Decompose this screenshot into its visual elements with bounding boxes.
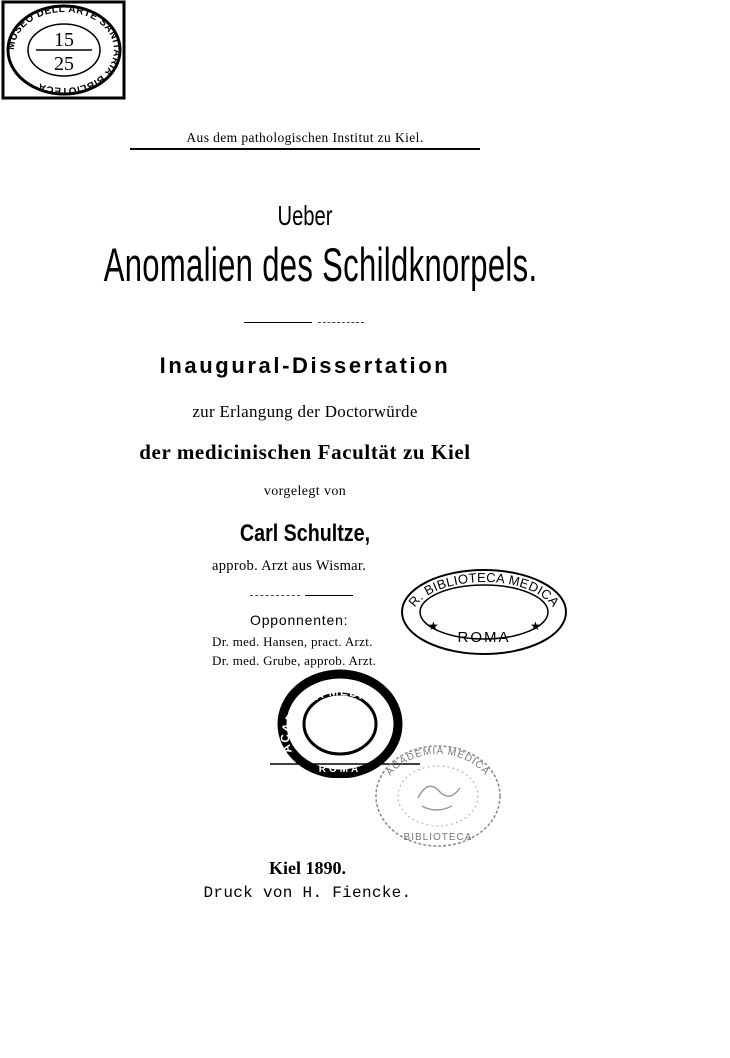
faculty-line: der medicinischen Facultät zu Kiel	[139, 440, 471, 464]
printer-line: Druck von H. Fiencke.	[203, 884, 412, 902]
star-icon: ★	[530, 619, 541, 633]
institute-text: Aus dem pathologischen Institut zu Kiel.	[186, 130, 424, 145]
stamp-ring-text: R. BIBLIOTECA MEDICA	[405, 569, 563, 610]
stamp-number-top: 15	[54, 29, 74, 51]
author-role: approb. Arzt aus Wismar.	[212, 558, 367, 574]
stamp-ring-text: ACADEMIA MEDICA	[384, 745, 492, 778]
opponents-heading: Opponnenten:	[250, 612, 349, 628]
stamp-city: ROMA	[457, 629, 511, 646]
divider	[318, 322, 364, 323]
opponent-item: Dr. med. Grube, approb. Arzt.	[212, 653, 377, 668]
header-rule	[130, 148, 480, 150]
svg-text:ACADEMIA MEDICA	[384, 746, 492, 778]
stamp-ring-text: ACADEMIA MEDICA	[278, 684, 386, 756]
dissertation-heading: Inaugural-Dissertation	[159, 353, 451, 378]
institute-header	[130, 130, 480, 150]
stamp-bottom-text: ROMA	[318, 764, 362, 775]
presented-by: vorgelegt von	[263, 484, 347, 499]
emblem-icon	[418, 786, 460, 810]
author-name: Carl Schultze,	[239, 520, 371, 547]
divider	[305, 595, 353, 596]
library-stamp-top-left	[0, 0, 128, 102]
stamp-bottom-text: BIBLIOTECA	[403, 832, 473, 843]
place-year: Kiel 1890.	[269, 858, 346, 878]
degree-line: zur Erlangung der Doctorwürde	[192, 402, 418, 421]
svg-text:R. BIBLIOTECA MEDICA	[405, 570, 562, 610]
divider	[244, 322, 312, 323]
stamp-number-bottom: 25	[54, 53, 74, 75]
stamp-ring-text: MUSEO DELL'ARTE SANITARIA BIBLIOTECA	[5, 3, 123, 97]
opponent-item: Dr. med. Hansen, pract. Arzt.	[212, 634, 373, 649]
title-prefix: Ueber	[277, 200, 333, 231]
faint-stamp	[370, 740, 505, 852]
divider	[250, 595, 300, 596]
star-icon: ★	[428, 619, 439, 633]
page-title: Anomalien des Schildknorpels.	[103, 238, 538, 291]
library-stamp-roma	[398, 566, 570, 658]
